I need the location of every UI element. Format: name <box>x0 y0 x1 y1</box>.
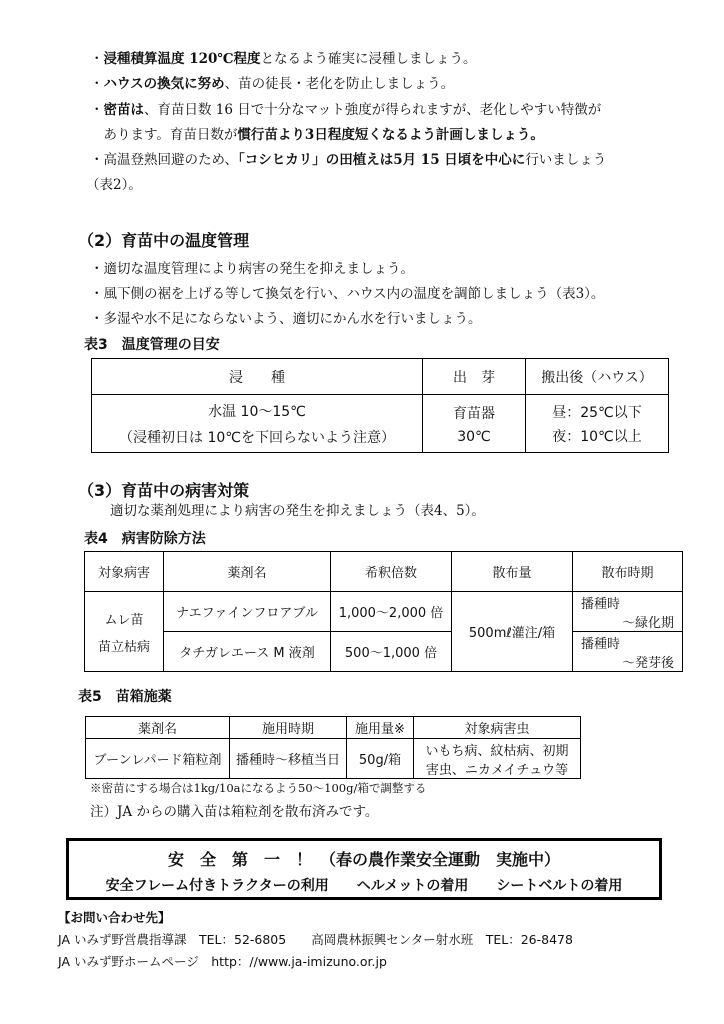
table3-header-germination: 出 芽 <box>423 359 526 395</box>
contact-phone-line: JA いみず野営農指導課 TEL：52-6805 高岡農林振興センター射水班 TEL：26-8478 <box>58 932 573 947</box>
table4-amount: 500mℓ灌注/箱 <box>452 592 573 672</box>
seedbox-table <box>85 716 581 779</box>
bullet-bold-text: 浸種積算温度 120℃程度 <box>103 51 261 67</box>
table5-amount: 50g/箱 <box>347 739 414 779</box>
bullet-soaking-temp <box>90 48 477 70</box>
table5-caption: 表5 苗箱施薬 <box>78 689 172 705</box>
table3-cell-soaking <box>92 395 423 453</box>
table3-header-after: 搬出後（ハウス） <box>526 359 669 395</box>
table4-cell-disease <box>85 592 164 672</box>
table3-night-temp: 夜：10℃以上 <box>552 428 642 445</box>
bullet-text: 行いましょう <box>525 152 607 168</box>
table4-timing-1 <box>573 592 683 632</box>
section2-bullet-2: ・風下側の裾を上げる等して換気を行い、ハウス内の温度を調節しましょう（表3）。 <box>90 286 605 302</box>
bullet-mark: ・ <box>90 152 104 168</box>
section-heading-temperature: （2）育苗中の温度管理 <box>78 231 250 250</box>
section2-bullet-1: ・適切な温度管理により病害の発生を抑えましょう。 <box>90 261 414 277</box>
table5-timing: 播種時～移植当日 <box>230 739 347 779</box>
table4-header-disease: 対象病害 <box>85 552 164 592</box>
table4-disease-a: ムレ苗 <box>104 612 144 628</box>
section-heading-disease: （3）育苗中の病害対策 <box>78 481 250 500</box>
table4-timing-1a: 播種時 <box>581 596 621 612</box>
bullet-bold-text: 「コシヒカリ」の田植えは5月 15 日頃を中心に <box>237 152 526 168</box>
table5-footnote: ※密苗にする場合は1kg/10aになるよう50～100g/箱で調整する <box>90 781 427 795</box>
table4-caption: 表4 病害防除方法 <box>84 531 206 547</box>
bullet-koshihikari-cont <box>86 174 142 196</box>
bullet-text: （表2）。 <box>86 177 142 193</box>
disease-control-table <box>84 551 683 672</box>
table4-dilution-1: 1,000～2,000 倍 <box>331 592 452 632</box>
table4-timing-2 <box>573 632 683 672</box>
safety-banner <box>66 838 662 900</box>
table4-dilution-2: 500～1,000 倍 <box>331 632 452 672</box>
bullet-bold-text: 密苗は <box>103 102 144 118</box>
table3-cell-after <box>526 395 669 453</box>
table3-caption: 表3 温度管理の目安 <box>84 337 220 353</box>
bullet-dense-seedling-cont <box>90 124 544 146</box>
table3-day-temp: 昼：25℃以下 <box>552 404 642 421</box>
contact-homepage-line: JA いみず野ホームページ http：//www.ja-imizuno.or.jp <box>58 954 387 969</box>
contact-heading: 【お問い合わせ先】 <box>58 910 171 925</box>
table4-timing-1b: ～緑化期 <box>621 615 674 631</box>
table5-pests-b: 害虫、ニカメイチュウ等 <box>425 762 569 778</box>
table5-pests <box>414 739 581 779</box>
table4-header-dilution: 希釈倍数 <box>331 552 452 592</box>
bullet-koshihikari <box>90 149 606 171</box>
table5-header-timing: 施用時期 <box>230 717 347 739</box>
bullet-bold-text: ハウスの換気に努め <box>103 76 225 92</box>
bullet-mark: ・ <box>90 102 104 118</box>
bullet-text: 、育苗日数 16 日で十分なマット強度が得られますが、老化しやすい特徴が <box>144 102 602 118</box>
section3-text: 適切な薬剤処理により病害の発生を抑えましょう（表4、5）。 <box>110 503 485 519</box>
safety-items: 安全フレーム付きトラクターの利用 ヘルメットの着用 シートベルトの着用 <box>105 878 623 894</box>
table3-incubator: 育苗器 <box>453 405 495 422</box>
bullet-indent <box>90 127 104 143</box>
table5-drug: ブーンレパード箱粒剤 <box>86 739 230 779</box>
bullet-text: あります。育苗日数が <box>103 127 238 143</box>
purchase-note: 注）JA からの購入苗は箱粒剤を散布済みです。 <box>90 804 379 820</box>
bullet-mark: ・ <box>90 76 104 92</box>
bullet-text: となるよう確実に浸種しましょう。 <box>260 51 477 67</box>
table4-timing-2b: ～発芽後 <box>621 655 674 671</box>
table3-cell-germination <box>423 395 526 453</box>
table3-soaking-note: （浸種初日は 10℃を下回らないよう注意） <box>119 429 395 446</box>
bullet-mark: ・ <box>90 51 104 67</box>
bullet-house-ventilation <box>90 73 454 95</box>
table4-header-drug: 薬剤名 <box>164 552 331 592</box>
table5-header-pests: 対象病害虫 <box>414 717 581 739</box>
bullet-text: 高温登熟回避のため、 <box>103 152 238 168</box>
bullet-dense-seedling <box>90 99 601 121</box>
bullet-text: 、苗の徒長・老化を防止しましょう。 <box>224 76 455 92</box>
temperature-table <box>91 358 669 453</box>
table4-disease-b: 苗立枯病 <box>97 639 150 655</box>
table4-header-amount: 散布量 <box>452 552 573 592</box>
table4-timing-2a: 播種時 <box>581 636 621 652</box>
table5-pests-a: いもち病、紋枯病、初期 <box>425 743 569 759</box>
table5-header-amount: 施用量※ <box>347 717 414 739</box>
table4-drug-1: ナエファインフロアブル <box>164 592 331 632</box>
table4-header-timing: 散布時期 <box>573 552 683 592</box>
safety-title: 安 全 第 一 ！ （春の農作業安全運動 実施中） <box>167 850 560 869</box>
table3-header-soaking: 浸 種 <box>92 359 423 395</box>
table4-drug-2: タチガレエース M 液剤 <box>164 632 331 672</box>
bullet-bold-text: 慣行苗より3日程度短くなるよう計画しましょう。 <box>237 127 544 143</box>
table5-header-drug: 薬剤名 <box>86 717 230 739</box>
table3-water-temp: 水温 10～15℃ <box>208 403 306 420</box>
section2-bullet-3: ・多湿や水不足にならないよう、適切にかん水を行いましょう。 <box>90 311 482 327</box>
table3-incubator-temp: 30℃ <box>457 428 491 445</box>
